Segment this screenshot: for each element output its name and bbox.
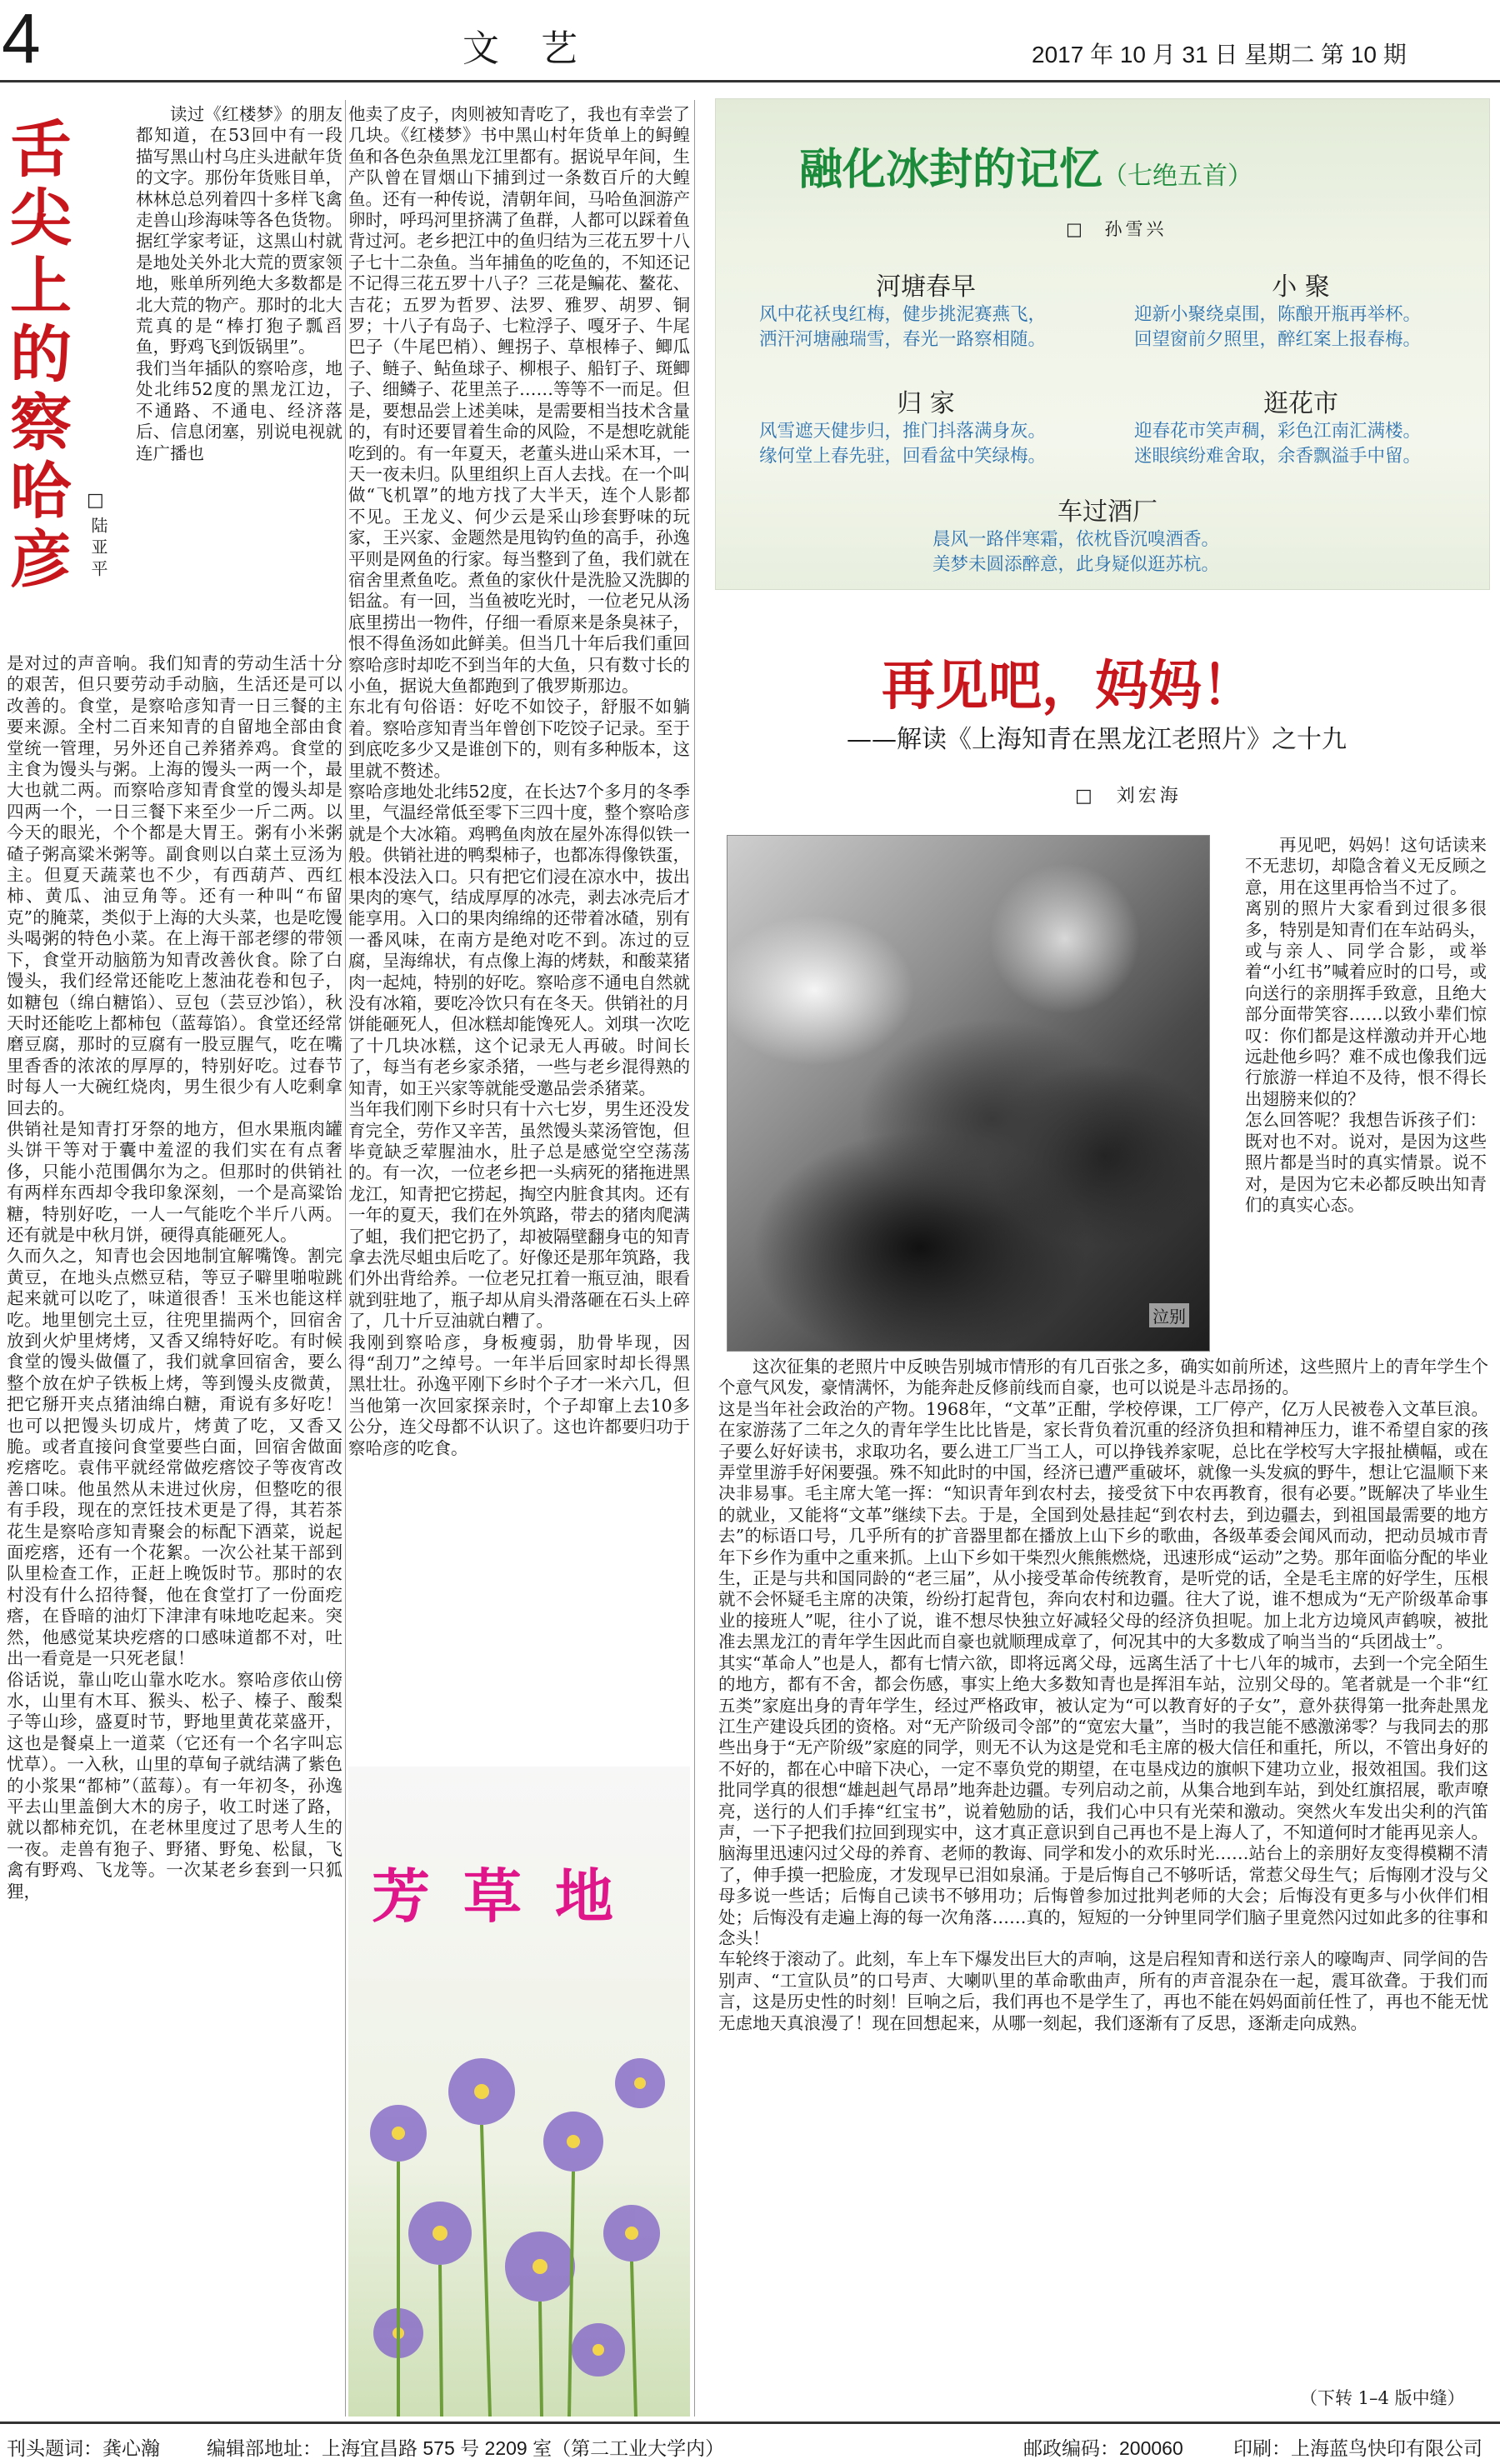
poem-2-heading: 小 聚 bbox=[1272, 272, 1330, 302]
article2-body-text: 这次征集的老照片中反映告别城市情形的有几百张之多，确实如前所述，这些照片上的青年学生个个意气风发，豪情满怀，为能奔赴反修前线而自豪，也可以说是斗志昂扬的。 这是当年社会政治的产物。1968年，“文革”正酣，学校停课，工厂停产，亿万人民被卷入文革巨浪。在家游荡了二年之久的青年学生比比皆是，家长背负着沉重的经济负担和精神压力，谁不希望自家的孩子要么好好读书，求取功名，要么进工厂当工人，可以挣钱养家呢，总比在学校写大字报扯横幅，或在弄堂里游手好闲要强。殊不知此时的中国，经济已遭严重破坏，就像一头发疯的野牛，想让它温顺下来决非易事。毛主席大笔一挥：“知识青年到农村去，接受贫下中农再教育，很有必要。”既解决了毕业生的就业，又能将“文革”继续下去。于是，全国到处悬挂起“到农村去，到边疆去，到祖国最需要的地方去”的标语口号，几乎所有的扩音器里都在播放上山下乡的歌曲，各级革委会闻风而动，把动员城市青年下乡作为重中之重来抓。上山下乡如干柴烈火熊熊燃烧，迅速形成“运动”之势。那年面临分配的毕业生，正是与共和国同龄的“老三届”，从小接受革命传统教育，是听党的话，全是毛主席的好学生，压根就不会怀疑毛主席的决策，纷纷打起背包，奔向农村和边疆。往大了说，谁不想成为“无产阶级革命事业的接班人”呢，往小了说，谁不想尽快独立好减轻父母的经济负担呢。加上北方边境风声鹤唳，被批准去黑龙江的青年学生因此而自豪也就顺理成章了，何况其中的大多数成了响当当的“兵团战士”。 其实“革命人”也是人，都有七情六欲，即将远离父母，远离生活了十七八年的城市，去到一个完全陌生的地方，都有不舍，都会伤感，事实上绝大多数知青也是挥泪车站，泣别父母的。笔者就是一个非“红五类”家庭出身的青年学生，经过严格政审，被认定为“可以教育好的子女”，意外获得第一批奔赴黑龙江生产建设兵团的资格。对“无产阶级司令部”的“宽宏大量”，当时的我岂能不感激涕零？与我同去的那些出身于“无产阶级”家庭的同学，则无不认为这是党和毛主席的极大信任和重托，所以，不管出身好的不好的，都在心中暗下决心，一定不辜负党的期望，在屯垦戍边的旗帜下建功立业，报效祖国。我们这批同学真的很想“雄赳赳气昂昂”地奔赴边疆。专列启动之前，从集合地到车站，到处红旗招展，歌声嘹亮，送行的人们手捧“红宝书”，说着勉励的话，我们心中只有光荣和激动。突然火车发出尖利的汽笛声，一下子把我们拉回到现实中，这才真正意识到自己再也不是上海人了，不知道何时才能再见亲人。脑海里迅速闪过父母的养育、老师的教诲、同学和发小的欢乐时光……站台上的亲朋好友变得模糊不清了，伸手摸一把脸庞，才发现早已泪如泉涌。于是后悔自己不够听话，常惹父母生气；后悔刚才没与父母多说一些话；后悔自己读书不够用功；后悔曾参加过批判老师的大会；后悔没有更多与小伙伴们相处；后悔没有走遍上海的每一次角落……真的，短短的一分钟里同学们脑子里竟然闪过如此多的往事和念头！ 车轮终于滚动了。此刻，车上车下爆发出巨大的声响，这是启程知青和送行亲人的嚎啕声、同学间的告别声、“工宣队员”的口号声、大喇叭里的革命歌曲声，所有的声音混杂在一起，震耳欲聋。于我们而言，这是历史性的时刻！巨响之后，我们再也不是学生了，再也不能在妈妈面前任性了，再也不能无忧无虑地天真浪漫了！现在回想起来，从哪一刻起，我们逐渐有了反思，逐渐走向成熟。 bbox=[718, 1357, 1488, 2033]
poem-3-heading: 归 家 bbox=[897, 389, 955, 418]
poem-1-line2: 洒汗河塘融瑞雪，春光一路察相随。 bbox=[759, 329, 1047, 350]
article1-col1-bottom bbox=[7, 653, 342, 2412]
photo-caption: 泣别 bbox=[1149, 1303, 1189, 1327]
poem-5-heading: 车过酒厂 bbox=[1058, 497, 1158, 527]
poem-5-line1: 晨风一路伴寒霜，依枕昏沉嗅酒香。 bbox=[932, 529, 1220, 550]
poem-5-line2: 美梦未圆添醉意，此身疑似逛苏杭。 bbox=[932, 554, 1220, 575]
poem-3 bbox=[759, 382, 1092, 469]
poem-title-wrap bbox=[799, 134, 1252, 197]
article2-body bbox=[718, 1357, 1488, 2380]
poem-2 bbox=[1134, 266, 1468, 352]
section-title: 文 艺 bbox=[462, 27, 592, 70]
article2-side-text bbox=[1245, 835, 1487, 1352]
poem-author-wrap bbox=[1066, 216, 1168, 241]
article1-col2-text: 他卖了皮子，肉则被知青吃了，我也有幸尝了几块。《红楼梦》书中黑山村年货单上的鲟鳇鱼和各色杂鱼黑龙江里都有。据说早年间，生产队曾在冒烟山下捕到过一条数百斤的大鳇鱼。还有一种传说，清朝年间，马哈鱼洄游产卵时，呼玛河里挤满了鱼群，人都可以踩着鱼背过河。老乡把江中的鱼归结为三花五罗十八子七十二杂鱼。当年捕鱼的吃鱼的，不知还记不记得三花五罗十八子？三花是鳊花、鳌花、吉花；五罗为哲罗、法罗、雅罗、胡罗、铜罗；十八子有岛子、七粒浮子、嘎牙子、牛尾巴子（牛尾巴梢）、鲤拐子、草根棒子、鲫瓜子、鲢子、鲇鱼球子、柳根子、船钉子、斑鲫子、细鳞子、花里羔子……等等不一而足。但是，要想品尝上述美味，是需要相当技术含量的，有时还要冒着生命的风险，不是想吃就能吃到的。有一年夏天，老董头进山采木耳，一天一夜未归。队里组织上百人去找。在一个叫做“飞机罩”的地方找了大半天，连个人影都不见。王龙义、何少云是采山珍套野味的玩家，王兴家、金题然是甩钩钓鱼的高手，孙逸平则是网鱼的行家。每当整到了鱼，我们就在宿舍里煮鱼吃。煮鱼的家伙什是洗脸又洗脚的铝盆。有一回，当鱼被吃光时，一位老兄从汤底里捞出一物件，仔细一看原来是条臭袜子，恨不得鱼汤如此鲜美。但当几十年后我们重回察哈彦时却吃不到当年的大鱼，只有数寸长的小鱼，据说大鱼都跑到了俄罗斯那边。 东北有句俗语：好吃不如饺子，舒服不如躺着。察哈彦知青当年曾创下吃饺子记录。至于到底吃多少又是谁创下的，则有多种版本，这里就不赘述。 察哈彦地处北纬52度，在长达7个多月的冬季里，气温经常低至零下三四十度，整个察哈彦就是个大冰箱。鸡鸭鱼肉放在屋外冻得似铁一般。供销社进的鸭梨柿子，也都冻得像铁蛋，根本没法入口。只有把它们浸在凉水中，拔出果肉的寒气，结成厚厚的冰壳，剥去冰壳后才能享用。入口的果肉绵绵的还带着冰碴，别有一番风味，在南方是绝对吃不到。冻过的豆腐，呈海绵状，有点像上海的烤麸，和酸菜猪肉一起炖，特别的好吃。察哈彦不通电自然就没有冰箱，要吃冷饮只有在冬天。供销社的月饼能砸死人，但冰糕却能馋死人。刘琪一次吃了十几块冰糕，这个记录无人再破。时间长了，每当有老乡家杀猪，一些与老乡混得熟的知青，如王兴家等就能受邀品尝杀猪菜。 当年我们刚下乡时只有十六七岁，男生还没发育完全，劳作又辛苦，虽然馒头菜汤管饱，但毕竟缺乏荤腥油水，肚子总是感觉空空荡荡的。有一次，一位老乡把一头病死的猪拖进黑龙江，知青把它捞起，掏空内脏食其肉。还有一年的夏天，我们在外筑路，带去的猪肉爬满了蛆，我们把它扔了，却被隔壁翻身屯的知青拿去洗尽蛆虫后吃了。好像还是那年筑路，我们外出背给养。一位老兄扛着一瓶豆油，眼看就到驻地了，瓶子却从肩头滑落砸在石头上碎了，几十斤豆油就白糟了。 我刚到察哈彦，身板瘦弱，肋骨毕现，因得“刮刀”之绰号。一年半后回家时却长得黑黑壮壮。孙逸平刚下乡时个子才一米六几，但当他第一次回家探亲时，个子却窜上去10多公分，连父母都不认识了。这也许都要归功于察哈彦的吃食。 bbox=[348, 104, 690, 1458]
article2-side-text-body: 再见吧，妈妈！这句话读来不无悲切，却隐含着义无反顾之意，用在这里再恰当不过了。 离别的照片大家看到过很多很多，特别是知青们在车站码头，或与亲人、同学合影，或举着“小红书”喊着应时的口号，或向送行的亲朋挥手致意，且绝大部分面带笑容……以致小辈们惊叹：你们都是这样激动并开心地远赴他乡吗？难不成也像我们远行旅游一样迫不及待，恨不得长出翅膀来似的？ 怎么回答呢？我想告诉孩子们：既对也不对。说对，是因为这些照片都是当时的真实情景。说不对，是因为它未必都反映出知青们的真实心态。 bbox=[1245, 835, 1487, 1215]
poem-panel bbox=[715, 98, 1490, 590]
poem-4 bbox=[1134, 382, 1468, 469]
header-rule bbox=[0, 80, 1500, 82]
column-divider bbox=[345, 100, 346, 2417]
article2-subtitle: ——解读《上海知青在黑龙江老照片》之十九 bbox=[847, 725, 1347, 754]
poem-2-line2: 回望窗前夕照里，醉红案上报春梅。 bbox=[1134, 329, 1422, 350]
footer-postcode: 邮政编码：200060 bbox=[1023, 2437, 1183, 2459]
page-number: 4 bbox=[2, 0, 41, 77]
poem-3-line2: 缘何堂上春先驻，回看盆中笑绿梅。 bbox=[759, 446, 1047, 467]
poem-1 bbox=[759, 266, 1092, 352]
poem-author: 孙雪兴 bbox=[1104, 219, 1168, 239]
poem-subtitle: （七绝五首） bbox=[1102, 162, 1253, 191]
poem-4-heading: 逛花市 bbox=[1263, 389, 1338, 418]
article1-author: 陆亚平 bbox=[88, 517, 108, 582]
flower-illustration bbox=[348, 2017, 690, 2417]
article1-col1-top bbox=[136, 104, 342, 650]
column-divider-2 bbox=[694, 100, 695, 2417]
article1-col1-top-text: 读过《红楼梦》的朋友都知道，在53回中有一段描写黑山村乌庄头进献年货的文字。那份年货账目单，林林总总列着四十多样飞禽走兽山珍海味等各色货物。据红学家考证，这黑山村就是地处关外北大荒的贾家领地，账单所列绝大多数都是北大荒的物产。那时的北大荒真的是“棒打狍子瓢舀鱼，野鸡飞到饭锅里”。 我们当年插队的察哈彦，地处北纬52度的黑龙江边，不通路、不通电、经济落后、信息闭塞，别说电视就连广播也 bbox=[136, 104, 342, 463]
footer-printer: 印刷：上海蓝鸟快印有限公司 bbox=[1233, 2437, 1482, 2459]
poem-2-line1: 迎新小聚绕桌围，陈酿开瓶再举杯。 bbox=[1134, 304, 1422, 325]
footer-rule bbox=[0, 2422, 1500, 2424]
date-line: 2017 年 10 月 31 日 星期二 第 10 期 bbox=[1032, 42, 1407, 67]
poem-title: 融化冰封的记忆 bbox=[799, 145, 1103, 195]
continued-note: （下转 1–4 版中缝） bbox=[1300, 2388, 1465, 2408]
fangcao-title: 芳草地 bbox=[372, 1862, 647, 1931]
poem-author-mark: □ bbox=[1066, 219, 1086, 239]
article1-col1-bottom-text: 是对过的声音响。我们知青的劳动生活十分的艰苦，但只要劳动手动脑，生活还是可以改善的。食堂，是察哈彦知青一日三餐的主要来源。全村二百来知青的自留地全部由食堂统一管理，另外还自己养猪养鸡。食堂的主食为馒头与粥。上海的馒头一两一个，最大也就二两。而察哈彦知青食堂的馒头却是四两一个，一日三餐下来至少一斤二两。以今天的眼光，个个都是大胃王。粥有小米粥碴子粥高粱米粥等。副食则以白菜土豆汤为主。但夏天蔬菜也不少，有西葫芦、西红柿、黄瓜、油豆角等。还有一种叫“布留克”的腌菜，类似于上海的大头菜，也是吃馒头喝粥的特色小菜。在上海干部老缪的带领下，食堂开动脑筋为知青改善伙食。除了白馒头，我们经常还能吃上葱油花卷和包子，如糖包（绵白糖馅）、豆包（芸豆沙馅），秋天时还能吃上都柿包（蓝莓馅）。食堂还经常磨豆腐，那时的豆腐有一股豆腥气，吃在嘴里香香的浓浓的厚厚的，特别好吃。过春节时每人一大碗红烧肉，男生很少有人吃剩拿回去的。 供销社是知青打牙祭的地方，但水果瓶肉罐头饼干等对于囊中羞涩的我们实在有点奢侈，只能小范围偶尔为之。但那时的供销社有两样东西却令我印象深刻，一个是高粱饴糖，特别好吃，一人一气能吃个半斤八两。还有就是中秋月饼，硬得真能砸死人。 久而久之，知青也会因地制宜解嘴馋。割完黄豆，在地头点燃豆秸，等豆子噼里啪啦跳起来就可以吃了，味道很香！玉米也能这样吃。地里刨完土豆，往兜里揣两个，回宿舍放到火炉里烤烤，又香又绵特好吃。有时候食堂的馒头做僵了，我们就拿回宿舍，要么整个放在炉子铁板上烤，等到馒头皮微黄，把它掰开夹点猪油绵白糖，甭说有多好吃！也可以把馒头切成片，烤黄了吃，又香又脆。或者直接问食堂要些白面，回宿舍做面疙瘩吃。袁伟平就经常做疙瘩饺子等夜宵改善口味。他虽然从未进过伙房，但整吃的很有手段，现在的烹饪技术更是了得，其若茶花生是察哈彦知青聚会的标配下酒菜，说起面疙瘩，还有一个花絮。一次公社某干部到队里检查工作，正赶上晚饭时节。那时的农村没有什么招待餐，他在食堂打了一份面疙瘩，在昏暗的油灯下津津有味地吃起来。突然，他感觉某块疙瘩的口感味道都不对，吐出一看竟是一只死老鼠！ 俗话说，靠山吃山靠水吃水。察哈彦依山傍水，山里有木耳、猴头、松子、榛子、酸梨子等山珍，盛夏时节，野地里黄花菜盛开，这也是餐桌上一道菜（它还有一个名字叫忘忧草）。一入秋，山里的草甸子就结满了紫色的小浆果“都柿”（蓝莓）。有一年初冬，孙逸平去山里盖倒大木的房子，收工时迷了路，就以都柿充饥，在老林里度过了思考人生的一夜。走兽有狍子、野猪、野兔、松鼠，飞禽有野鸡、飞龙等。一次某老乡套到一只狐狸， bbox=[7, 653, 342, 1902]
article2-title: 再见吧，妈妈！ bbox=[882, 655, 1255, 717]
poem-1-line1: 风中花袄曳红梅，健步挑泥赛燕飞， bbox=[759, 304, 1047, 325]
article2-author: 刘宏海 bbox=[1116, 786, 1182, 807]
article2-author-wrap bbox=[1075, 782, 1182, 807]
footer-address: 编辑部地址：上海宜昌路 575 号 2209 室（第二工业大学内） bbox=[207, 2437, 725, 2459]
poem-1-heading: 河塘春早 bbox=[876, 272, 976, 302]
poem-3-line1: 风雪遮天健步归，推门抖落满身灰。 bbox=[759, 421, 1047, 442]
article2-author-mark: □ bbox=[1075, 786, 1096, 807]
footer-title-calligraphy: 刊头题词：龚心瀚 bbox=[7, 2437, 160, 2459]
farewell-photo bbox=[727, 835, 1210, 1352]
poem-4-line1: 迎春花市笑声稠，彩色江南汇满楼。 bbox=[1134, 421, 1422, 442]
article1-col2 bbox=[348, 104, 690, 1754]
poem-4-line2: 迷眼缤纷难舍取，余香飘溢手中留。 bbox=[1134, 446, 1422, 467]
fangcao-panel bbox=[348, 1767, 690, 2417]
poem-5 bbox=[932, 491, 1282, 577]
article1-author-mark: □ bbox=[87, 490, 104, 511]
article1-title: 舌尖上的察哈彦 bbox=[0, 117, 72, 595]
